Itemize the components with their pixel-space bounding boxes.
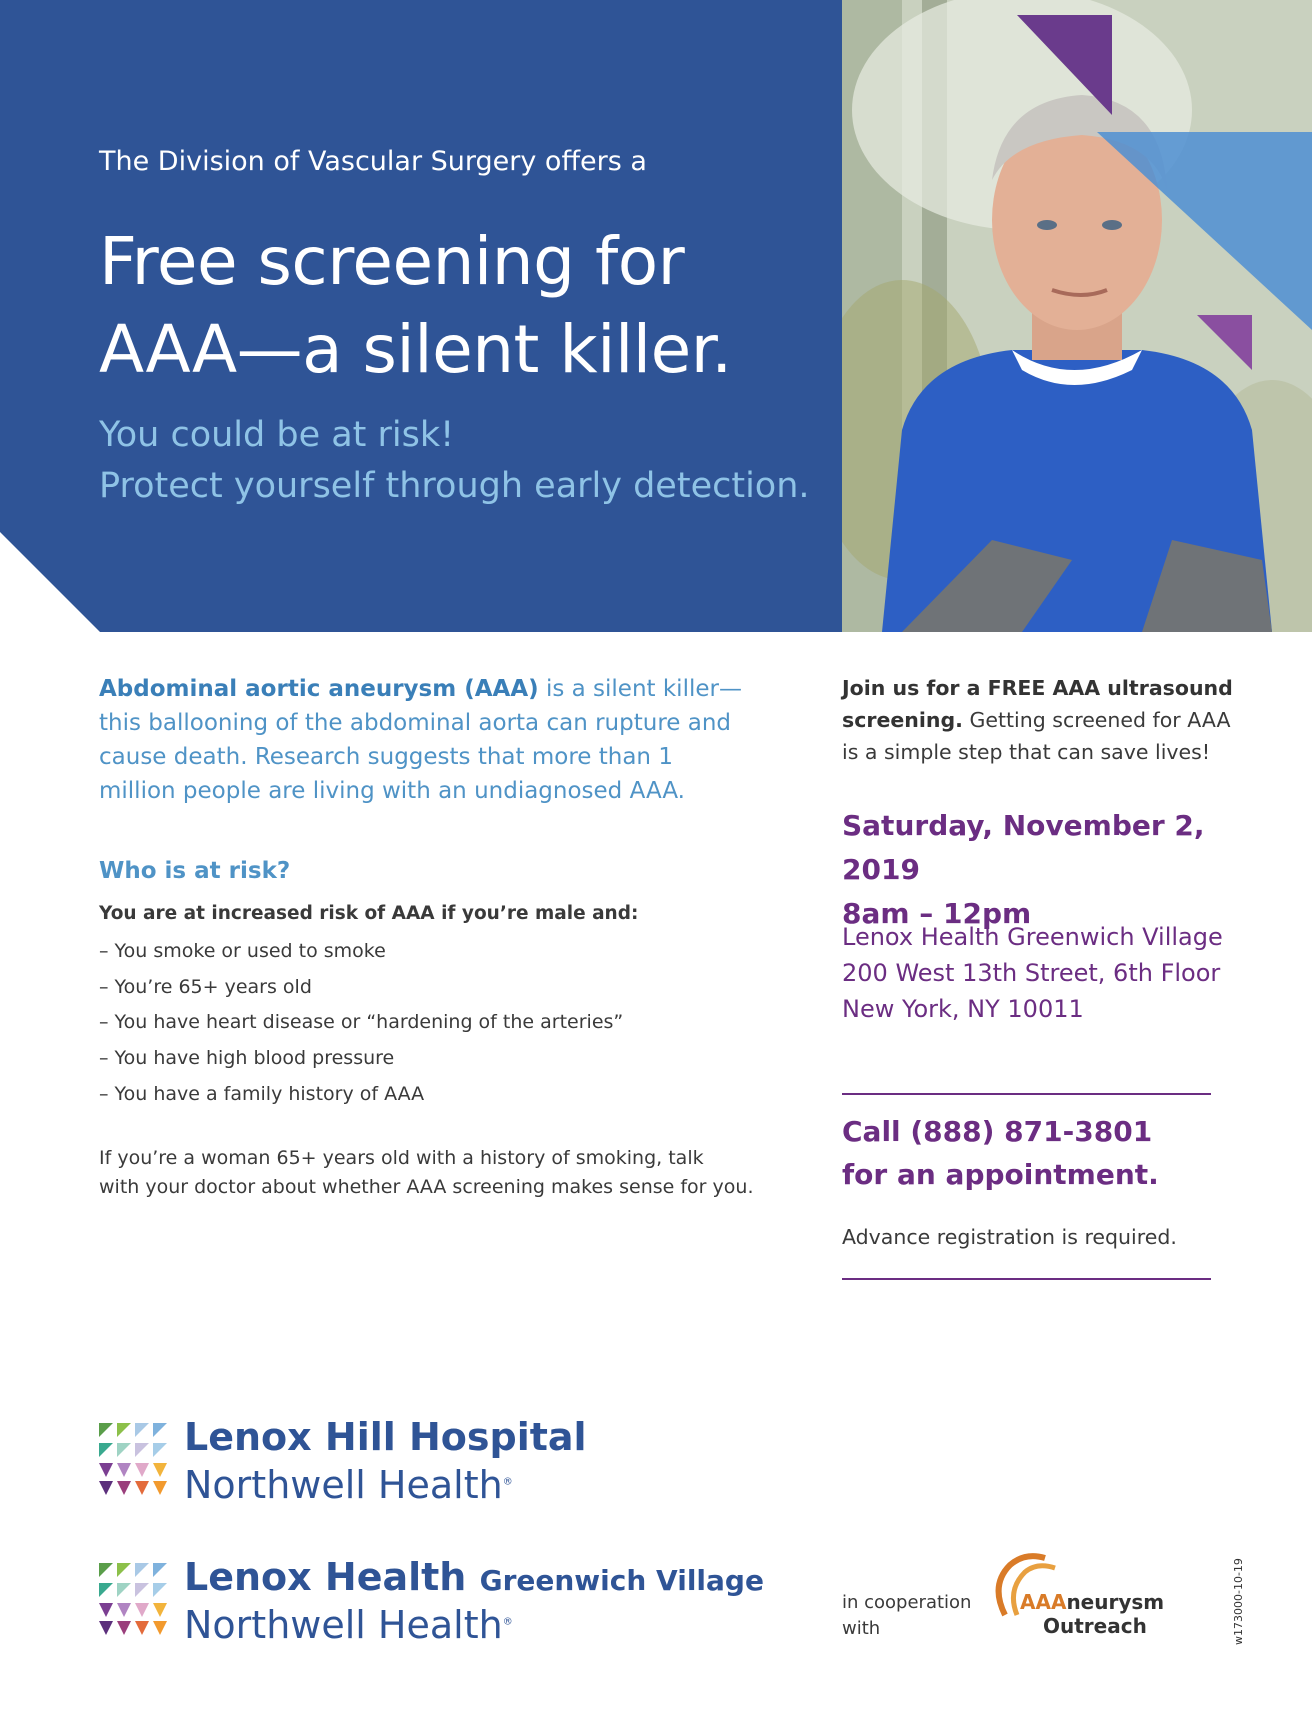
join-paragraph — [842, 672, 1242, 768]
hero-headline — [99, 218, 732, 394]
sub-line1: You could be at risk! — [99, 415, 455, 455]
risk-heading: Who is at risk? — [99, 858, 291, 884]
event-time: 8am – 12pm — [842, 897, 1032, 930]
join-bold1: Join us for a FREE AAA ultrasound — [842, 676, 1233, 700]
call-to-action — [842, 1110, 1242, 1196]
venue-city: New York, NY 10011 — [842, 995, 1084, 1023]
list-item: – You have heart disease or “hardening of the arteries” — [99, 1009, 749, 1045]
woman-note — [99, 1144, 759, 1202]
document-code: w173000-10-19 — [1232, 1558, 1245, 1645]
lenox-hill-name: Lenox Hill Hospital — [184, 1415, 587, 1459]
man-photo-illustration — [842, 0, 1312, 632]
call-line2: for an appointment. — [842, 1158, 1159, 1191]
lenox-health-name: Lenox Health Greenwich Village — [184, 1555, 764, 1599]
headline-line1: Free screening for — [99, 223, 685, 300]
list-item: – You have high blood pressure — [99, 1045, 749, 1081]
divider-top — [842, 1093, 1211, 1095]
aaaneurysm-outreach-logo — [985, 1550, 1185, 1640]
lenox-health-location: Greenwich Village — [479, 1564, 764, 1597]
list-item: – You have a family history of AAA — [99, 1081, 749, 1117]
lenox-health-sub: Northwell Health® — [184, 1603, 513, 1647]
coop-line1: in cooperation — [842, 1592, 972, 1613]
lead-paragraph — [99, 672, 749, 808]
woman-line1: If you’re a woman 65+ years old with a history of smoking, talk — [99, 1147, 704, 1169]
sub-line2: Protect yourself through early detection. — [99, 466, 810, 506]
triangle-grid-icon — [99, 1563, 171, 1635]
partner-word1: AAAneurysm — [1020, 1590, 1165, 1614]
advance-note: Advance registration is required. — [842, 1225, 1177, 1249]
join-text2: is a simple step that can save lives! — [842, 740, 1211, 764]
join-bold2: screening. — [842, 708, 963, 732]
coop-line2: with — [842, 1618, 881, 1639]
headline-line2: AAA—a silent killer. — [99, 311, 732, 388]
divider-bottom — [842, 1278, 1211, 1280]
list-item: – You’re 65+ years old — [99, 974, 749, 1010]
venue-name: Lenox Health Greenwich Village — [842, 923, 1223, 951]
hero-intro: The Division of Vascular Surgery offers a — [99, 146, 647, 177]
hero-corner-cut — [0, 532, 100, 632]
event-date: Saturday, November 2, 2019 — [842, 809, 1205, 886]
event-datetime — [842, 804, 1242, 936]
woman-line2: with your doctor about whether AAA screening makes sense for you. — [99, 1176, 754, 1198]
join-text1: Getting screened for AAA — [962, 708, 1231, 732]
lead-text: is a silent killer—this ballooning of the abdominal aorta can rupture and cause death. Research suggests that more than 1 million people are living with an undiagnosed AAA. — [99, 676, 742, 804]
hero-photo — [842, 0, 1312, 632]
lead-bold: Abdominal aortic aneurysm (AAA) — [99, 676, 539, 702]
hero-subheadline — [99, 410, 810, 512]
list-item: – You smoke or used to smoke — [99, 938, 749, 974]
lenox-hill-sub: Northwell Health® — [184, 1463, 513, 1507]
cooperation-note — [842, 1590, 982, 1642]
risk-intro: You are at increased risk of AAA if you’re male and: — [99, 903, 639, 924]
call-line1: Call (888) 871-3801 — [842, 1115, 1153, 1148]
triangle-grid-icon — [99, 1423, 171, 1495]
risk-list — [99, 938, 749, 1116]
partner-word2: Outreach — [1043, 1614, 1147, 1638]
venue-street: 200 West 13th Street, 6th Floor — [842, 959, 1221, 987]
event-venue — [842, 919, 1242, 1027]
